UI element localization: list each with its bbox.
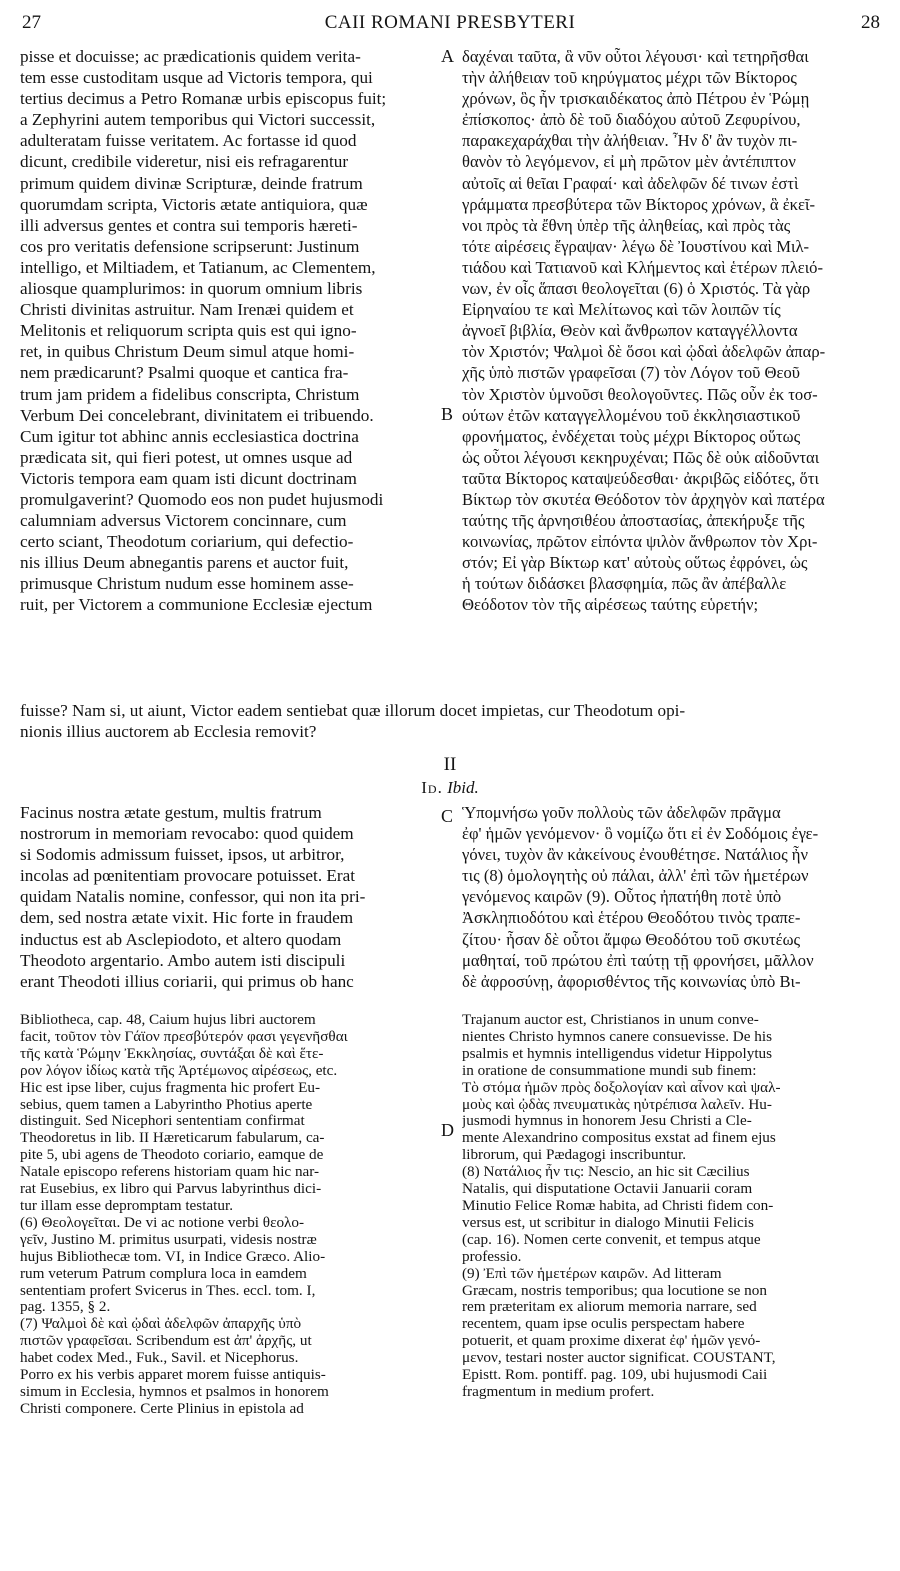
- text-line: τιάδου καὶ Τατιανοῦ καὶ Κλήμεντος καὶ ἑτέρων πλειό-: [462, 257, 824, 277]
- note-line: rat Eusebius, ex libro qui Parvus labyrinthus dici-: [20, 1181, 322, 1198]
- text-line: aliosque quamplurimos: in quorum omnium libris: [20, 279, 363, 299]
- note-line: Theodoretus in lib. II Hæreticarum fabularum, ca-: [20, 1130, 325, 1147]
- note-line: mente Alexandrino compositus exstat ad finem ejus: [462, 1130, 776, 1147]
- note-line: potuerit, et quam proxime dixerat ἐφ' ἡμῶν γενό-: [462, 1333, 761, 1350]
- text-line: erant Theodoti illius coriarii, qui primus ob hanc: [20, 971, 354, 991]
- note-line: ρον λόγον ἰδίως κατὰ τῆς Ἀρτέμωνος αἱρέσεως, etc.: [20, 1062, 338, 1079]
- section-one-greek-column: [462, 46, 882, 616]
- note-line: habet codex Med., Fuk., Savil. et Nicephorus.: [20, 1350, 299, 1367]
- note-line: facit, τοῦτον τὸν Γάϊον πρεσβύτερόν φασι γεγενῆσθαι: [20, 1028, 348, 1045]
- text-line: prædicata sit, qui fieri potest, ut omnes usque ad: [20, 447, 353, 467]
- text-line: calumniam adversus Victorem concinnare, cum: [20, 511, 347, 531]
- text-line: τὸν Χριστόν; Ψαλμοὶ δὲ ὅσοι καὶ ᾠδαὶ ἀδελφῶν ἀπαρ-: [462, 342, 826, 362]
- text-line: Cum igitur tot abhinc annis ecclesiastica doctrina: [20, 426, 359, 446]
- note-line: hujus Bibliothecæ tom. VI, in Indice Græco. Alio-: [20, 1248, 326, 1265]
- note-line: (6) Θεολογεῖται. De vi ac notione verbi θεολο-: [20, 1214, 305, 1231]
- text-line: ὡς οὗτοι λέγουσι κεκηρυχέναι; Πῶς δὲ οὐκ αἰδοῦνται: [462, 447, 820, 467]
- section-two-latin-column: [20, 802, 440, 992]
- note-line: Græcam, nostris temporibus; qua locutione se non: [462, 1282, 767, 1299]
- text-line: αὐτοῖς αἱ θεῖαι Γραφαί· καὶ ἀδελφῶν δέ τινων ἐστὶ: [462, 173, 799, 193]
- text-line: a Zephyrini autem temporibus qui Victori successit,: [20, 110, 376, 130]
- note-line: rem præteritam ex aliorum memoria narrare, sed: [462, 1299, 757, 1316]
- note-line: μοὺς καὶ ᾠδὰς πνευματικὰς ηὐτρέπισα λαλεῖν. Hu-: [462, 1096, 772, 1113]
- note-line: Hic est ipse liber, cujus fragmenta hic profert Eu-: [20, 1079, 321, 1096]
- section-one-closing-lines: [20, 700, 882, 742]
- note-line: Bibliotheca, cap. 48, Caium hujus libri auctorem: [20, 1012, 316, 1028]
- text-line: incolas ad pœnitentiam provocare potuisset. Erat: [20, 866, 356, 886]
- note-line: sententiam profert Svicerus in Thes. eccl. tom. I,: [20, 1282, 316, 1299]
- text-line: στόν; Εἰ γὰρ Βίκτωρ κατ' αὐτοὺς οὕτως ἐφρόνει, ὡς: [462, 553, 808, 573]
- text-line: δαχέναι ταῦτα, ἃ νῦν οὗτοι λέγουσι· καὶ τετηρῆσθαι: [462, 47, 809, 66]
- text-line: μαθηταί, τοῦ πρώτου ἐπὶ ταύτῃ τῇ φρονήσει, μᾶλλον: [462, 950, 814, 970]
- note-line: professio.: [462, 1248, 522, 1265]
- text-line: primum quidem divinæ Scripturæ, deinde fratrum: [20, 173, 363, 193]
- note-line: τῆς κατὰ Ῥώμην Ἐκκλησίας, συντάξαι δὲ καὶ ἕτε-: [20, 1045, 324, 1062]
- note-line: Trajanum auctor est, Christianos in unum conve-: [462, 1012, 759, 1028]
- text-line: Theodoto argentario. Ambo autem isti discipuli: [20, 950, 346, 970]
- text-line: Ὑπομνήσω γοῦν πολλοὺς τῶν ἀδελφῶν πρᾶγμα: [462, 803, 781, 822]
- note-line: Porro ex his verbis apparet morem fuisse antiquis-: [20, 1367, 326, 1384]
- text-line: nostrorum in memoriam revocabo: quod quidem: [20, 824, 354, 844]
- text-line: τότε αἱρέσεις ἔγραψαν· λέγω δὲ Ἰουστίνου καὶ Μιλ-: [462, 236, 810, 256]
- text-line: γενόμενος καιρῶν (9). Οὗτος ἠπατήθη ποτὲ ὑπὸ: [462, 887, 782, 907]
- section-heading: [0, 778, 900, 798]
- margin-marker-c: C: [441, 806, 454, 826]
- text-line: intelligo, et Miltiadem, et Tatianum, ac Clementem,: [20, 257, 376, 277]
- running-header: [0, 12, 900, 38]
- running-title: CAII ROMANI PRESBYTERI: [324, 12, 576, 33]
- margin-marker-a: A: [441, 46, 454, 66]
- text-line: ταύτης τῆς ἀρνησιθέου ἀποστασίας, ἀπεκήρυξε τῆς: [462, 511, 805, 531]
- text-line: promulgaverint? Quomodo eos non pudet hujusmodi: [20, 489, 384, 509]
- text-line: certo sciant, Theodotum coriarium, qui defectio-: [20, 532, 354, 552]
- note-line: Epistt. Rom. pontiff. pag. 109, ubi hujusmodi Caii: [462, 1367, 768, 1384]
- text-line: δὲ ἀφροσύνῃ, ἀφορισθέντος τῆς κοινωνίας ὑπὸ Βι-: [462, 971, 801, 991]
- text-line: ruit, per Victorem a communione Ecclesiæ ejectum: [20, 595, 373, 615]
- note-line: in oratione de consummatione mundi sub finem:: [462, 1062, 757, 1079]
- note-line: (cap. 16). Nomen certe convenit, et tempus atque: [462, 1231, 761, 1248]
- text-line: Christi divinitas astruitur. Nam Irenæi quidem et: [20, 300, 354, 320]
- text-line: γράμματα πρεσβύτερα τῶν Βίκτορος χρόνων, ἃ ἐκεῖ-: [462, 194, 815, 214]
- text-line: illi adversus gentes et contra sui temporis hæreti-: [20, 215, 358, 235]
- text-line: χῆς ὑπὸ πιστῶν γραφεῖσαι (7) τὸν Λόγον τοῦ Θεοῦ: [462, 363, 801, 383]
- text-line: θανὸν τὸ λεγόμενον, εἰ μὴ πρῶτον μὲν ἀντέπιπτον: [462, 152, 796, 172]
- text-line: nem prædicarunt? Psalmi quoque et cantica fra-: [20, 363, 349, 383]
- text-line: Facinus nostra ætate gestum, multis fratrum: [20, 803, 322, 822]
- text-line: primusque Christum nudum esse hominem asse-: [20, 574, 354, 594]
- text-line: quidam Natalis nomine, confessor, qui non ita pri-: [20, 887, 366, 907]
- section-one-latin-column: [20, 46, 440, 616]
- note-line: fragmentum in medium profert.: [462, 1383, 655, 1400]
- text-line: inductus est ab Asclepiodoto, et altero quodam: [20, 929, 342, 949]
- margin-marker-b: B: [441, 404, 454, 424]
- text-line: χρόνων, ὃς ἦν τρισκαιδέκατος ἀπὸ Πέτρου ἐν Ῥώμῃ: [462, 89, 810, 109]
- note-line: Τὸ στόμα ἡμῶν πρὸς δοξολογίαν καὶ αἶνον καὶ ψαλ-: [462, 1079, 781, 1096]
- note-line: μενον, testari noster auctor significat. COUSTANT,: [462, 1350, 776, 1367]
- text-line: νοι πρὸς τὰ ἔθνη ὑπὲρ τῆς ἀληθείας, καὶ πρὸς τὰς: [462, 215, 791, 235]
- note-line: (9) Ἐπὶ τῶν ἡμετέρων καιρῶν. Ad litteram: [462, 1265, 722, 1282]
- text-line: si Sodomis admissum fuisset, ipsos, ut arbitror,: [20, 845, 345, 865]
- note-line: Natale episcopo referens historiam quam hic nar-: [20, 1164, 320, 1181]
- text-line: ἀγνοεῖ βιβλία, Θεὸν καὶ ἄνθρωπον καταγγέλλοντα: [462, 321, 798, 341]
- note-line: simum in Ecclesia, hymnos et psalmos in honorem: [20, 1383, 329, 1400]
- note-line: librorum, qui Pædagogi inscribuntur.: [462, 1147, 687, 1164]
- notes-left-column: [20, 1012, 440, 1418]
- text-line: νων, ἐν οἷς ἅπασι θεολογεῖται (6) ὁ Χριστός. Τὰ γὰρ: [462, 279, 811, 299]
- text-line: dicunt, credibile videretur, nisi eis refragarentur: [20, 152, 349, 172]
- note-line: Minutio Felice Romæ habita, ad Christi fidem con-: [462, 1197, 774, 1214]
- note-line: versus est, ut scribitur in dialogo Minutii Felicis: [462, 1214, 754, 1231]
- text-line: quorumdam scripta, Victoris ætate antiquiora, quæ: [20, 194, 368, 214]
- text-line: κοινωνίας, πρῶτον εἰπόντα ψιλὸν ἄνθρωπον τὸν Χρι-: [462, 532, 818, 552]
- text-line: tertius decimus a Petro Romanæ urbis episcopus fuit;: [20, 89, 387, 109]
- note-line: pite 5, ubi agens de Theodoto coriario, eamque de: [20, 1147, 324, 1164]
- text-line: nis illius Deum abnegantis parens et auctor fuit,: [20, 553, 349, 573]
- section-two-greek-column: [462, 802, 882, 992]
- note-line: (7) Ψαλμοὶ δὲ καὶ ᾠδαὶ ἀδελφῶν ἀπαρχῆς ὑπὸ: [20, 1316, 302, 1333]
- text-line: Εἰρηναίου τε καὶ Μελίτωνος καὶ τῶν λοιπῶν τίς: [462, 300, 781, 320]
- text-line: ούτων ἐτῶν καταγγελλομένου τοῦ ἐκκλησιαστικοῦ: [462, 405, 801, 425]
- note-line: Christi componere. Certe Plinius in epistola ad: [20, 1400, 304, 1417]
- note-line: nientes Christo hymnos canere consuevisse. De his: [462, 1028, 773, 1045]
- text-line: ταῦτα Βίκτορος καταψεύδεσθαι· ἀκριβῶς εἰδότες, ὅτι: [462, 468, 819, 488]
- note-line: γεῖν, Justino M. primitus usurpati, videsis nostræ: [20, 1231, 317, 1248]
- text-line: ἐπίσκοπος· ἀπὸ δὲ τοῦ διαδόχου αὐτοῦ Ζεφυρίνου,: [462, 110, 801, 130]
- text-line: dem, sed nostra ætate vixit. Hic forte in fraudem: [20, 908, 354, 928]
- text-line: tem esse custoditam usque ad Victoris tempora, qui: [20, 68, 373, 88]
- note-line: rum veterum Patrum complura loca in eamdem: [20, 1265, 307, 1282]
- section-heading-id: Id.: [421, 778, 443, 797]
- text-line: ἐφ' ἡμῶν γενόμενον· ὃ νομίζω ὅτι εἰ ἐν Σοδόμοις ἐγε-: [462, 824, 819, 844]
- text-line: nionis illius auctorem ab Ecclesia removit?: [20, 722, 317, 742]
- text-line: γόνει, τυχὸν ἂν κἀκείνους ἐνουθέτησε. Νατάλιος ἦν: [462, 845, 808, 865]
- text-line: ζίτου· ἦσαν δὲ οὗτοι ἄμφω Θεοδότου τοῦ σκυτέως: [462, 929, 801, 949]
- note-line: sebius, quem tamen a Labyrintho Photius aperte: [20, 1096, 313, 1113]
- page-number-left: 27: [22, 12, 41, 33]
- text-line: φρονήματος, ἐνδέχεται τοὺς μέχρι Βίκτορος οὕτως: [462, 426, 801, 446]
- text-line: Βίκτωρ τὸν σκυτέα Θεόδοτον τὸν ἀρχηγὸν καὶ πατέρα: [462, 489, 825, 509]
- text-line: ret, in quibus Christum Deum simul atque homi-: [20, 342, 355, 362]
- text-line: τὴν ἀλήθειαν τοῦ κηρύγματος μέχρι τῶν Βίκτορος: [462, 68, 797, 88]
- text-line: παρακεχαράχθαι τὴν ἀλήθειαν. Ἦν δ' ἂν τυχὸν πι-: [462, 131, 798, 151]
- note-line: recentem, quam ipse oculis perspectam habere: [462, 1316, 745, 1333]
- text-line: cos pro veritatis defensione scripserunt: Justinum: [20, 236, 360, 256]
- text-line: adulteratam fuisse veritatem. Ac fortasse id quod: [20, 131, 357, 151]
- text-line: τὸν Χριστὸν ὑμνοῦσι θεολογοῦντες. Πῶς οὖν ἐκ τοσ-: [462, 384, 818, 404]
- text-line: ἡ τούτων διδάσκει βλασφημία, πῶς ἂν ἀπέβαλλε: [462, 574, 787, 594]
- text-line: Θεόδοτον τὸν τῆς αἱρέσεως ταύτης εὑρετήν;: [462, 595, 759, 615]
- text-line: Victoris tempora eam quam isti dicunt doctrinam: [20, 468, 357, 488]
- text-line: pisse et docuisse; ac prædicationis quidem verita-: [20, 47, 361, 66]
- section-heading-ibid: Ibid.: [447, 778, 479, 797]
- note-line: (8) Νατάλιος ἦν τις: Nescio, an hic sit Cæcilius: [462, 1164, 750, 1181]
- note-line: distinguit. Sed Nicephori sententiam confirmat: [20, 1113, 305, 1130]
- notes-right-column: [462, 1012, 882, 1401]
- note-line: tur illam esse depromptam testatur.: [20, 1197, 233, 1214]
- text-line: trum jam pridem a fidelibus conscripta, Christum: [20, 384, 360, 404]
- page-number-right: 28: [861, 12, 880, 33]
- text-line: Ἀσκληπιοδότου καὶ ἑτέρου Θεοδότου τινὸς τραπε-: [462, 908, 801, 928]
- text-line: τις (8) ὁμολογητὴς οὐ πάλαι, ἀλλ' ἐπὶ τῶν ἡμετέρων: [462, 866, 809, 886]
- text-line: Melitonis et reliquorum scripta quis est qui igno-: [20, 321, 357, 341]
- section-number: II: [443, 754, 457, 775]
- text-line: Verbum Dei concelebrant, divinitatem ei tribuendo.: [20, 405, 374, 425]
- note-line: psalmis et hymnis intelligendus videtur Hippolytus: [462, 1045, 773, 1062]
- margin-marker-d: D: [441, 1120, 454, 1140]
- note-line: pag. 1355, § 2.: [20, 1299, 111, 1316]
- note-line: jusmodi hymnus in honorem Jesu Christi a Cle-: [462, 1113, 752, 1130]
- text-line: fuisse? Nam si, ut aiunt, Victor eadem sentiebat quæ illorum docet impietas, cur Theodotum opi-: [20, 701, 686, 720]
- note-line: πιστῶν γραφεῖσαι. Scribendum est ἀπ' ἀρχῆς, ut: [20, 1333, 312, 1350]
- note-line: Natalis, qui disputatione Octavii Januarii coram: [462, 1181, 753, 1198]
